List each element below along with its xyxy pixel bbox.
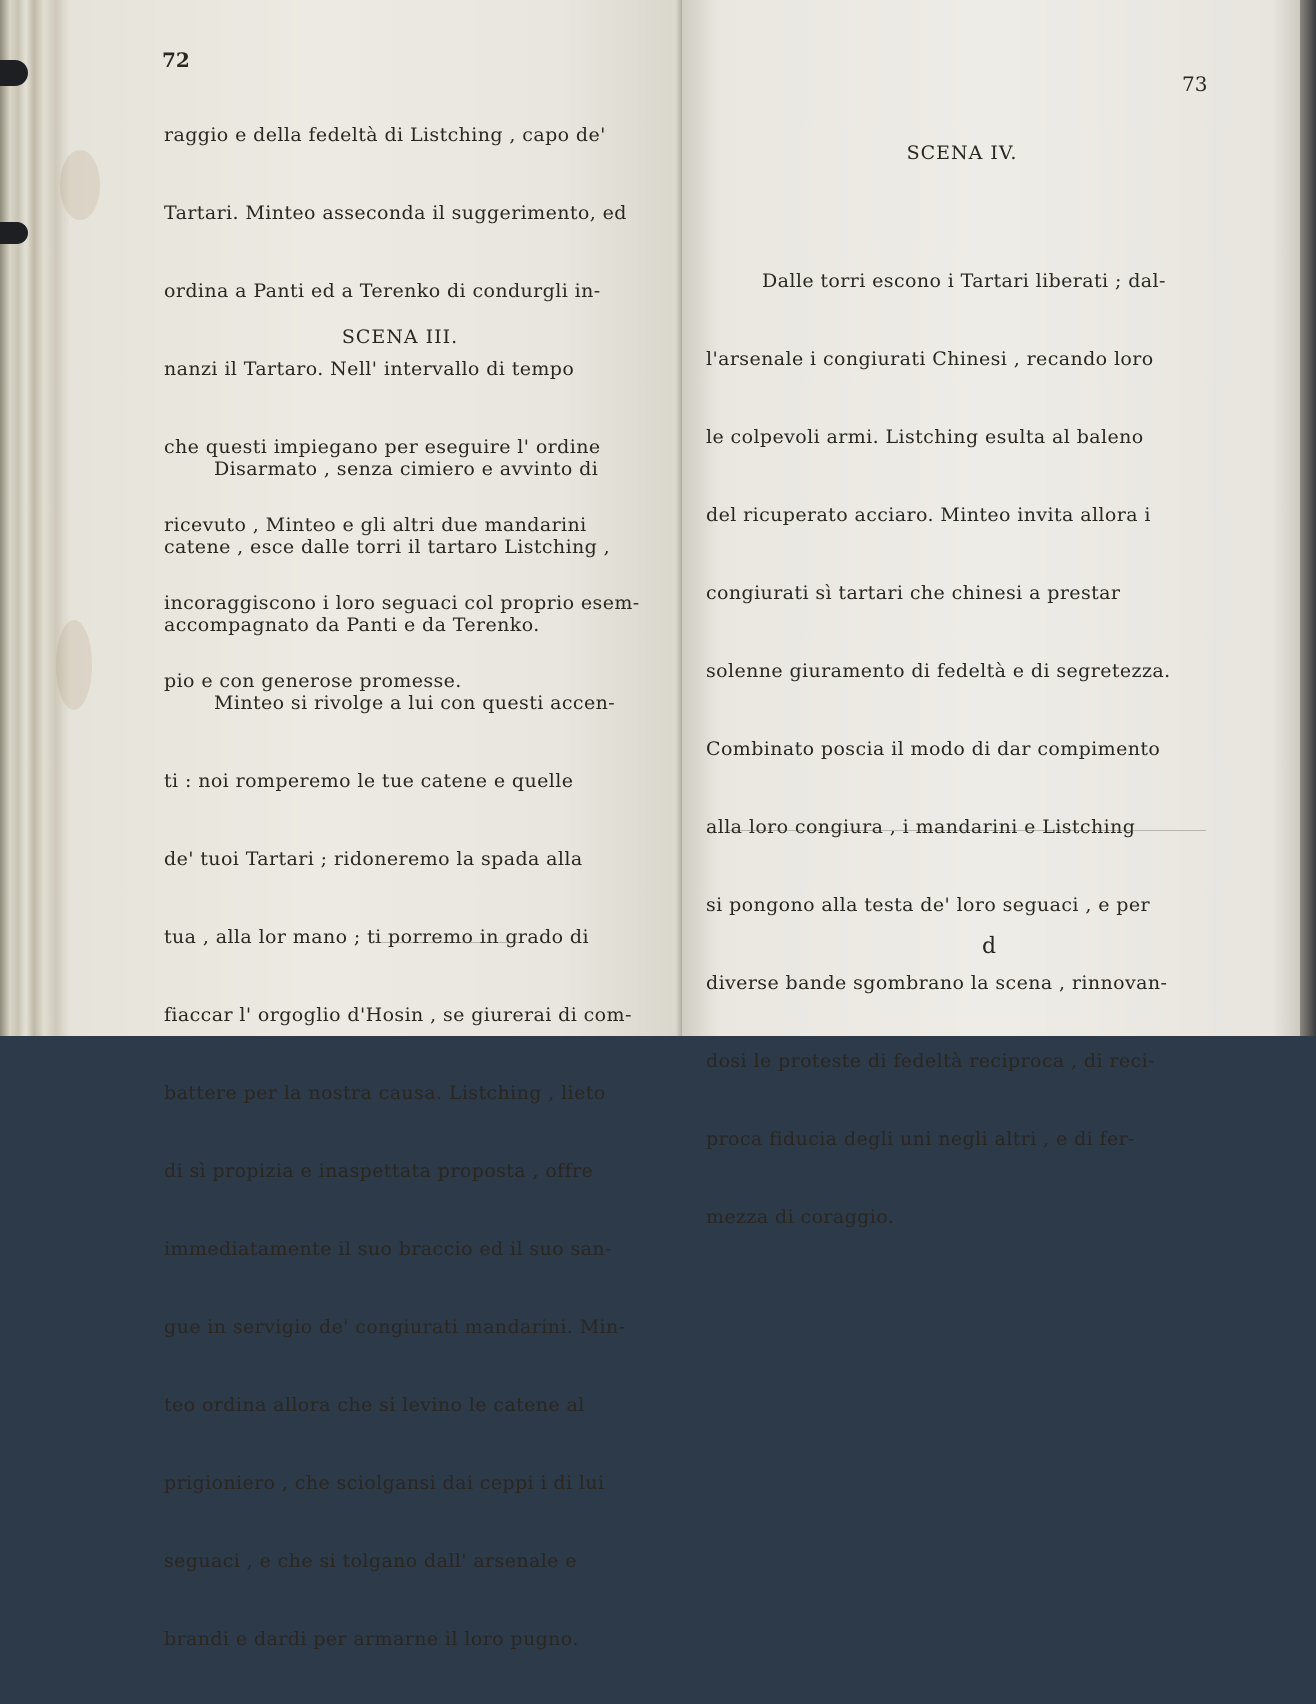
text-line: tua , alla lor mano ; ti porremo in grado di xyxy=(164,926,589,948)
text-line: nanzi il Tartaro. Nell' intervallo di tempo xyxy=(164,358,575,380)
text-line: Disarmato , senza cimiero e avvinto di xyxy=(214,458,599,480)
text-line: ordina a Panti ed a Terenko di condurgli in- xyxy=(164,280,601,302)
text-line: ricevuto , Minteo e gli altri due mandarini xyxy=(164,514,587,536)
text-line: teo ordina allora che si levino le catene al xyxy=(164,1394,585,1416)
right-page xyxy=(682,0,1304,1228)
text-line: del ricuperato acciaro. Minteo invita allora i xyxy=(706,504,1151,526)
text-line: fiaccar l' orgoglio d'Hosin , se giurerai di com- xyxy=(164,1004,632,1026)
text-line: battere per la nostra causa. Listching , lieto xyxy=(164,1082,606,1104)
text-line: brandi e dardi per armarne il loro pugno. xyxy=(164,1628,579,1650)
text-line: prigioniero , che sciolgansi dai ceppi i di lui xyxy=(164,1472,605,1494)
stain xyxy=(60,150,100,220)
text-line: de' tuoi Tartari ; ridoneremo la spada alla xyxy=(164,848,583,870)
text-line: raggio e della fedeltà di Listching , capo de' xyxy=(164,124,606,146)
text-line: Combinato poscia il modo di dar compimento xyxy=(706,738,1161,760)
left-scene-paragraph xyxy=(164,404,632,1704)
text-line: seguaci , e che si tolgano dall' arsenale e xyxy=(164,1550,577,1572)
binding-clip xyxy=(0,222,28,244)
page-number-right: 73 xyxy=(1182,72,1208,96)
binding-clip xyxy=(0,60,28,86)
text-line: le colpevoli armi. Listching esulta al baleno xyxy=(706,426,1144,448)
text-line: dosi le proteste di fedeltà reciproca , di reci- xyxy=(706,1050,1155,1072)
text-line: ti : noi romperemo le tue catene e quelle xyxy=(164,770,574,792)
text-line: di sì propizia e inaspettata proposta , offre xyxy=(164,1160,594,1182)
text-line: immediatamente il suo braccio ed il suo san- xyxy=(164,1238,612,1260)
text-line: solenne giuramento di fedeltà e di segretezza. xyxy=(706,660,1171,682)
text-line: gue in servigio de' congiurati mandarini. Min- xyxy=(164,1316,626,1338)
text-line: che questi impiegano per eseguire l' ordine xyxy=(164,436,601,458)
text-line: pio e con generose promesse. xyxy=(164,670,462,692)
text-line: accompagnato da Panti e da Terenko. xyxy=(164,614,540,636)
show-through-rule xyxy=(726,830,1206,831)
text-line: Minteo si rivolge a lui con questi accen- xyxy=(214,692,616,714)
right-edge-shadow xyxy=(1300,0,1316,1036)
text-line: si pongono alla testa de' loro seguaci , e per xyxy=(706,894,1150,916)
signature-mark: d xyxy=(982,934,997,959)
text-line: congiurati sì tartari che chinesi a prestar xyxy=(706,582,1121,604)
text-line: alla loro congiura , i mandarini e Listching xyxy=(706,816,1136,838)
text-line: l'arsenale i congiurati Chinesi , recando loro xyxy=(706,348,1154,370)
right-scene-paragraph xyxy=(706,216,1171,1282)
text-line: diverse bande sgombrano la scena , rinnovan- xyxy=(706,972,1168,994)
left-page xyxy=(70,0,682,1650)
text-line: proca fiducia degli uni negli altri , e di fer- xyxy=(706,1128,1135,1150)
stain xyxy=(56,620,92,710)
scene-heading-left: SCENA III. xyxy=(341,326,459,348)
text-line: catene , esce dalle torri il tartaro Listching , xyxy=(164,536,611,558)
text-line: incoraggiscono i loro seguaci col proprio esem- xyxy=(164,592,640,614)
show-through-rule xyxy=(370,942,520,943)
text-line: Dalle torri escono i Tartari liberati ; dal- xyxy=(762,270,1166,292)
scene-heading-right: SCENA IV. xyxy=(906,142,1018,164)
text-line: mezza di coraggio. xyxy=(706,1206,895,1228)
text-line: Tartari. Minteo asseconda il suggerimento, ed xyxy=(164,202,627,224)
page-number-left: 72 xyxy=(162,48,190,72)
